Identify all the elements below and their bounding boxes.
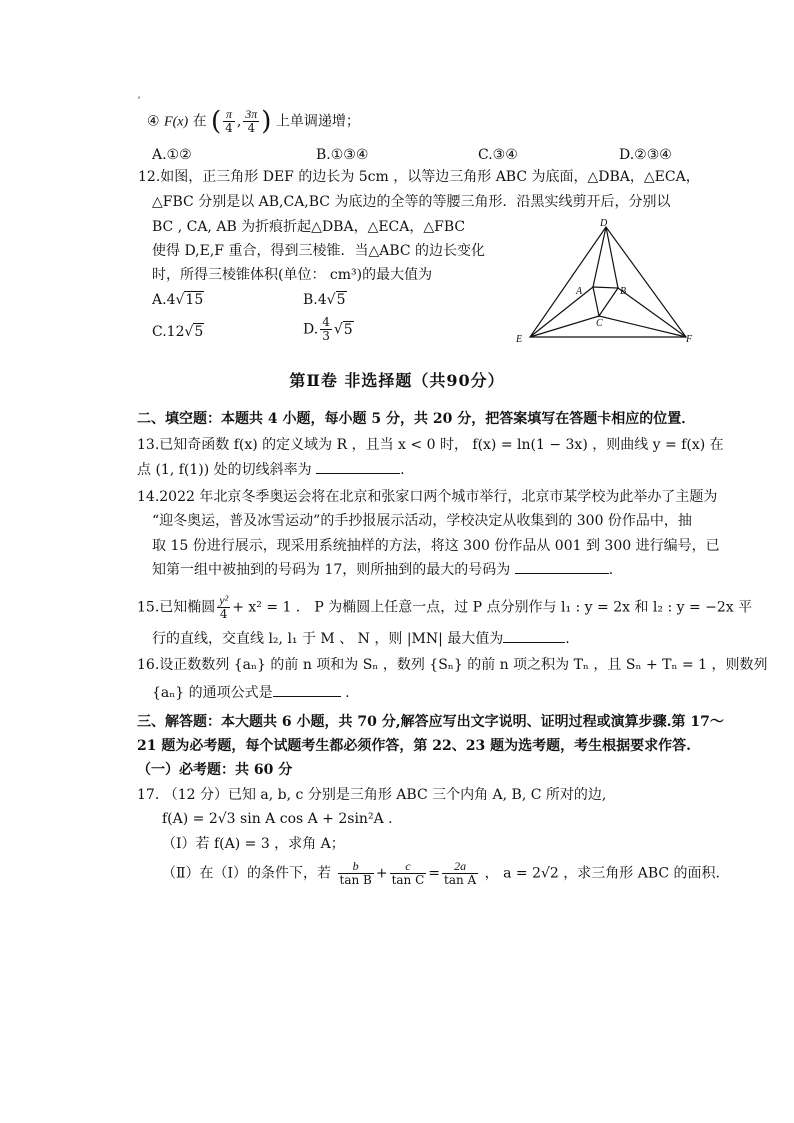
q11-choice-c: C.③④	[478, 147, 518, 163]
q15-line-1: 15.已知椭圆 $\frac{\text{y²}}{4}$ + x² = 1 ． P 为椭圆上任意一点，过 P 点分别作与 l₁ : y = 2x 和 l₂ : y = −2x 平	[137, 593, 753, 621]
q13-answer-blank[interactable]	[316, 461, 400, 474]
q16-line-1: 16.设正数数列 {aₙ} 的前 n 项和为 Sₙ ，数列 {Sₙ} 的前 n 项之积为 Tₙ ，且 Sₙ + Tₙ = 1 ，则数列	[137, 657, 768, 673]
q12-line-1: 12.如图，正三角形 DEF 的边长为 5cm ，以等边三角形 ABC 为底面，△DBA，△ECA，	[138, 169, 700, 185]
q11-choice-b: B.①③④	[316, 147, 369, 163]
q14-line-3: 取 15 份进行展示，现采用系统抽样的方法，将这 300 份作品从 001 到 300 进行编号，已	[152, 538, 720, 554]
q12-line-5: 时，所得三棱锥体积(单位： cm³)的最大值为	[152, 267, 433, 283]
frac-pi-4: $\frac{\pi}{4}$	[225, 107, 233, 135]
q12-line-3: BC , CA, AB 为折痕折起△DBA，△ECA，△FBC	[152, 219, 466, 235]
q12-line-2: △FBC 分别是以 AB,CA,BC 为底边的全等的等腰三角形．沿黑实线剪开后，分别以	[152, 194, 671, 210]
q15-answer-blank[interactable]	[503, 630, 565, 643]
triangle-abc	[593, 287, 618, 316]
solve-header-line-2: 21 题为必考题，每个试题考生都必须作答，第 22、23 题为选考题，考生根据要求作答.	[137, 738, 691, 754]
q14-answer-blank[interactable]	[515, 561, 609, 574]
q11-opt4-in: 在	[192, 113, 207, 130]
q13-line-1: 13.已知奇函数 f(x) 的定义域为 R ，且当 x < 0 时， f(x) = ln(1 − 3x) ，则曲线 y = f(x) 在	[137, 437, 724, 453]
right-paren: )	[261, 106, 272, 137]
frac-3pi-4: $\frac{3\pi}{4}$	[245, 107, 258, 135]
q15-line-2: 行的直线，交直线 l₂, l₁ 于 M 、 N ，则 |MN| 最大值为 .	[152, 631, 570, 647]
q12-option-c: C.12√5	[152, 324, 204, 340]
q12-triangle-figure	[510, 215, 695, 345]
q12-line-4: 使得 D,E,F 重合，得到三棱锥．当△ABC 的边长变化	[152, 243, 486, 259]
q11-opt4-rest: 上单调递增；	[275, 113, 360, 130]
label-c: C	[596, 318, 603, 329]
fill-in-header: 二、填空题：本题共 4 小题，每小题 5 分，共 20 分，把答案填写在答题卡相应的位置．	[137, 411, 696, 427]
q13-line-2: 点 (1, f(1)) 处的切线斜率为 .	[137, 462, 405, 478]
q14-line-4: 知第一组中被抽到的号码为 17，则所抽到的最大的号码为 .	[152, 562, 614, 578]
q17-part-1: （Ⅰ）若 f(A) = 3 ，求角 A；	[162, 836, 345, 852]
q16-answer-blank[interactable]	[273, 684, 341, 697]
q12-option-a: A.4√15	[152, 292, 204, 308]
q17-line-1: 17. （12 分）已知 a, b, c 分别是三角形 ABC 三个内角 A, B, C 所对的边,	[137, 787, 607, 803]
required-header: （一）必考题：共 60 分	[137, 762, 293, 778]
solve-header-line-1: 三、解答题：本大题共 6 小题，共 70 分,解答应写出文字说明、证明过程或演算步骤.第 17～	[137, 714, 724, 730]
q17-part-2: （Ⅱ）在（Ⅰ）的条件下，若 $\frac{b}{\text{tan B}}$ + $\frac{c}{\text{tan C}}$ = $\frac{2a}{\text{tan A}}$ ， a = 2√2 ，求三角形 ABC 的面积.	[162, 859, 720, 887]
q11-choice-a: A.①②	[152, 147, 192, 163]
q17-line-2: f(A) = 2√3 sin A cos A + 2sin²A .	[162, 811, 393, 827]
q16-line-2: {aₙ} 的通项公式是 .	[152, 685, 350, 701]
q14-line-2: “迎冬奥运，普及冰雪运动”的手抄报展示活动，学校决定从收集到的 300 份作品中，抽	[152, 513, 692, 529]
label-e: E	[516, 334, 523, 345]
label-f: F	[686, 334, 693, 345]
q12-option-b: B.4√5	[303, 292, 346, 308]
q14-line-1: 14.2022 年北京冬季奥运会将在北京和张家口两个城市举行，北京市某学校为此举办了主题为	[137, 489, 718, 505]
label-d: D	[600, 218, 608, 229]
left-paren: (	[211, 106, 222, 137]
section-2-title: 第Ⅱ卷 非选择题（共90分）	[289, 371, 505, 390]
label-a: A	[576, 286, 583, 297]
q11-opt4-func: F(x)	[164, 114, 189, 130]
q11-opt4-prefix: ④	[147, 113, 160, 130]
cut-lines	[530, 227, 686, 337]
scan-mark: ⸴	[138, 92, 141, 102]
q12-option-d: D. $\frac{4}{3}$ √5	[303, 315, 353, 343]
q11-option-4: ④ F(x) 在 ( $\frac{\pi}{4}$ , $\frac{3\pi}{4}$ ) 上单调递增；	[147, 106, 360, 137]
label-b: B	[620, 286, 627, 297]
q11-choice-d: D.②③④	[619, 147, 672, 163]
